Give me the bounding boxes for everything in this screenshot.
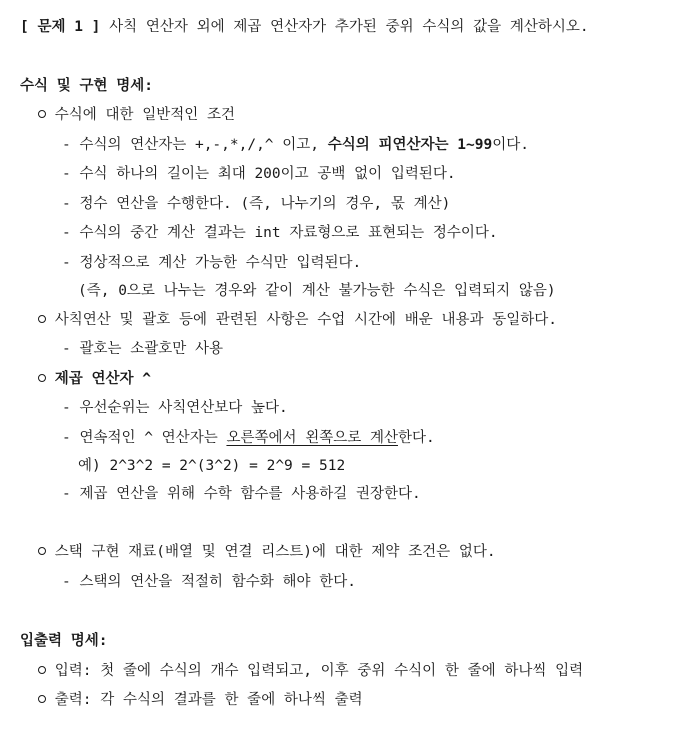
circle-bullet-icon (38, 666, 46, 674)
spec-item-text: 스택 구현 재료(배열 및 연결 리스트)에 대한 제약 조건은 없다. (54, 544, 496, 560)
spec-item (38, 105, 235, 125)
io-item-text: 출력: 각 수식의 결과를 한 줄에 하나씩 출력 (54, 692, 363, 708)
circle-bullet-icon (38, 315, 46, 323)
spec-subitem: - 스택의 연산을 적절히 함수화 해야 한다. (62, 574, 356, 590)
spec-subitem: - 정수 연산을 수행한다. (즉, 나누기의 경우, 몫 계산) (62, 196, 451, 212)
spec-item (38, 310, 557, 330)
spec-example: 예) 2^3^2 = 2^(3^2) = 2^9 = 512 (78, 458, 346, 474)
spec-subitem: - 괄호는 소괄호만 사용 (62, 341, 223, 357)
spec-item (38, 369, 151, 389)
spec-subitem (62, 428, 435, 448)
circle-bullet-icon (38, 695, 46, 703)
circle-bullet-icon (38, 110, 46, 118)
evaluation-order-emphasis: 오른쪽에서 왼쪽으로 계산 (226, 430, 398, 446)
operand-range-emphasis: 수식의 피연산자는 1~99 (327, 137, 493, 153)
io-item-input (38, 661, 583, 681)
spec-subitem: - 우선순위는 사칙연산보다 높다. (62, 400, 288, 416)
spec-item-text: 수식에 대한 일반적인 조건 (54, 107, 235, 123)
spec-subitem (62, 135, 529, 155)
circle-bullet-icon (38, 547, 46, 555)
problem-number-tag: [ 문제 1 ] (20, 19, 101, 35)
spec-heading: 수식 및 구현 명세: (20, 78, 153, 94)
spec-subitem: - 제곱 연산을 위해 수학 함수를 사용하길 권장한다. (62, 486, 421, 502)
spec-item-text: 사칙연산 및 괄호 등에 관련된 사항은 수업 시간에 배운 내용과 동일하다. (54, 312, 557, 328)
io-heading: 입출력 명세: (20, 633, 108, 649)
spec-subitem-text: - 연속적인 ^ 연산자는 (62, 430, 227, 446)
problem-title-text: 사칙 연산자 외에 제곱 연산자가 추가된 중위 수식의 값을 계산하시오. (100, 19, 589, 35)
io-item-text: 입력: 첫 줄에 수식의 개수 입력되고, 이후 중위 수식이 한 줄에 하나씩 입력 (54, 663, 584, 679)
spec-subitem: - 수식 하나의 길이는 최대 200이고 공백 없이 입력된다. (62, 166, 456, 182)
spec-subitem: - 정상적으로 계산 가능한 수식만 입력된다. (62, 255, 362, 271)
spec-subitem-note: (즉, 0으로 나누는 경우와 같이 계산 불가능한 수식은 입력되지 않음) (78, 283, 556, 299)
spec-subitem-text: 한다. (397, 430, 435, 446)
spec-item (38, 542, 496, 562)
spec-subitem: - 수식의 중간 계산 결과는 int 자료형으로 표현되는 정수이다. (62, 225, 498, 241)
spec-subitem-text: - 수식의 연산자는 +,-,*,/,^ 이고, (62, 137, 328, 153)
circle-bullet-icon (38, 374, 46, 382)
spec-subitem-text: 이다. (492, 137, 529, 153)
spec-item-text: 제곱 연산자 ^ (54, 371, 151, 387)
problem-title (20, 17, 589, 37)
io-item-output (38, 690, 363, 710)
